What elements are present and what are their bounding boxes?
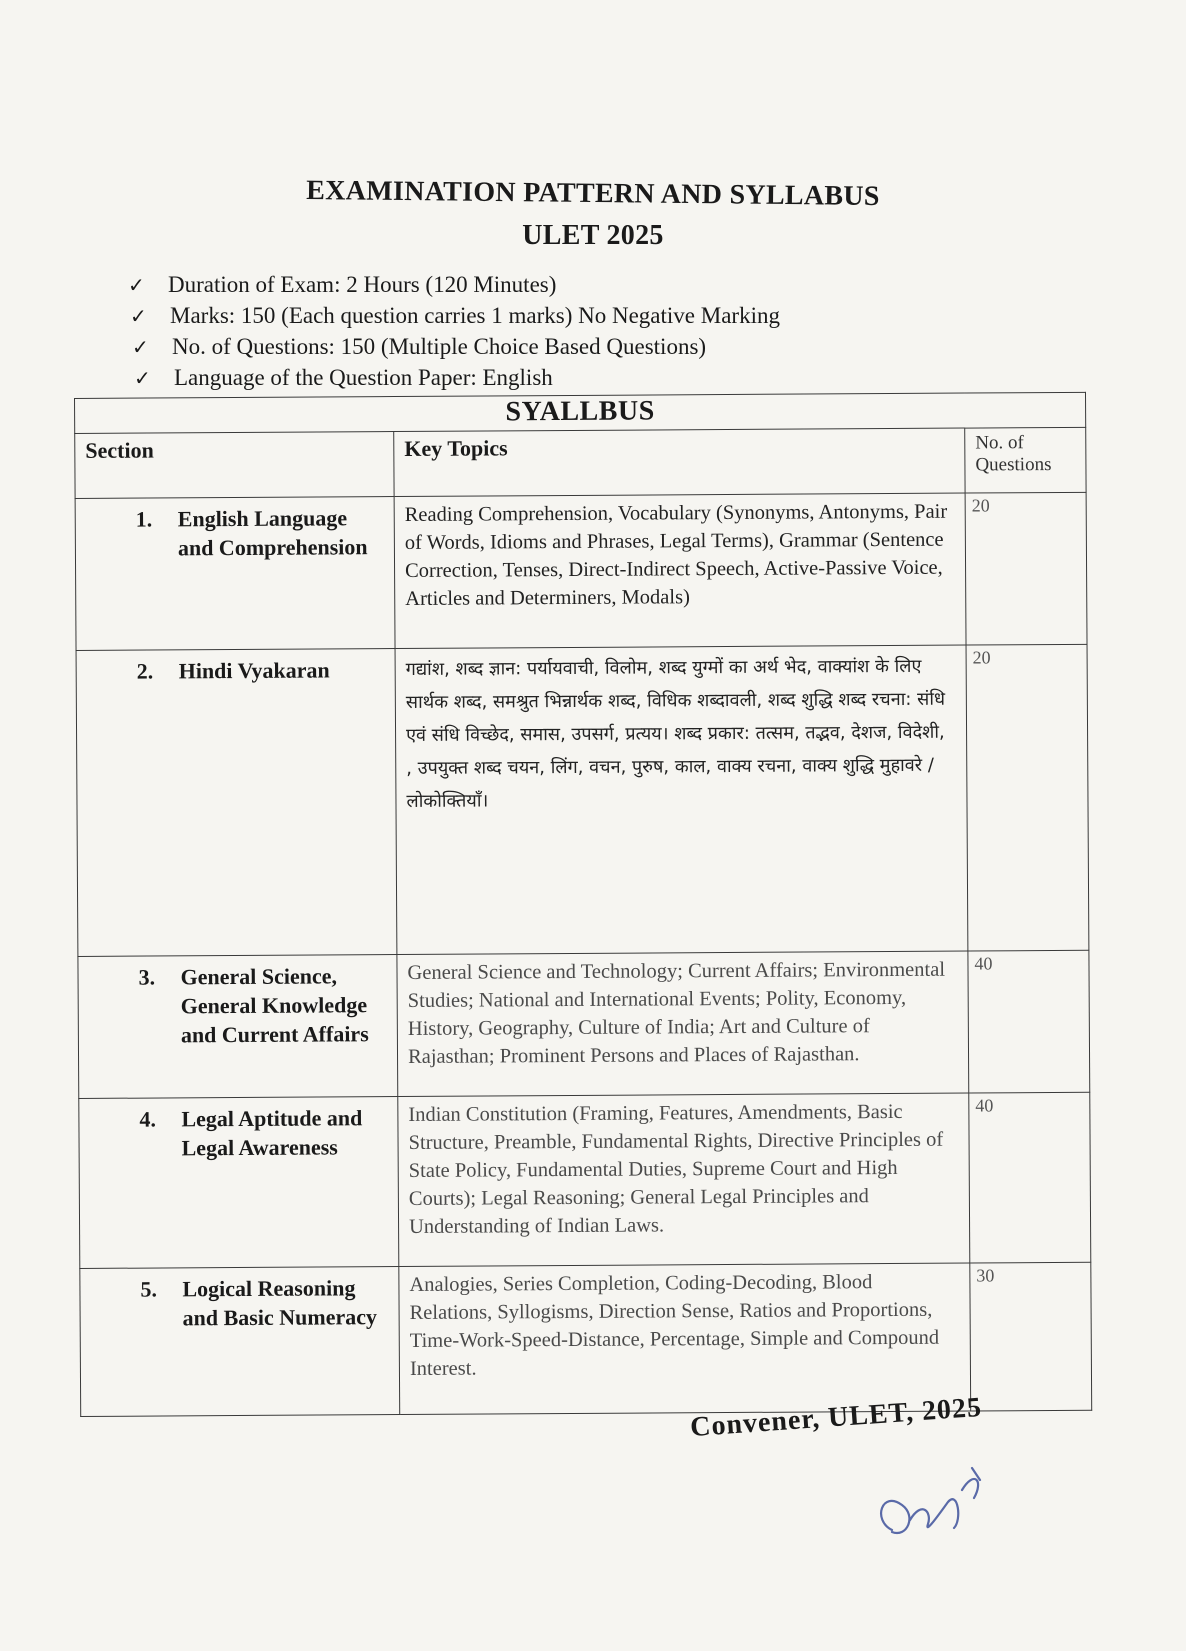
signature-icon xyxy=(862,1450,1012,1560)
questions-cell: 40 xyxy=(969,1092,1091,1263)
questions-cell: 30 xyxy=(970,1262,1092,1411)
topics-cell: Analogies, Series Completion, Coding-Decoding, Blood Relations, Syllogisms, Direction Sense, Ratios and Proportions, Time-Work-Speed-Distance, Percentage, Simple and Compound Interest. xyxy=(399,1263,971,1414)
topics-cell: General Science and Technology; Current Affairs; Environmental Studies; National and International Events; Polity, Economy, History, Geography, Culture of India; Art and Culture of Rajasthan; Prominent Persons and Places of Rajasthan. xyxy=(397,951,969,1096)
topics-cell: Reading Comprehension, Vocabulary (Synonyms, Antonyms, Pair of Words, Idioms and Phrases, Legal Terms), Grammar (Sentence Correction, Tenses, Direct-Indirect Speech, Active-Passive Voice, Articles and Determiners, Modals) xyxy=(394,493,966,648)
section-number: 3. xyxy=(138,964,156,990)
syllabus-table xyxy=(74,392,1092,1417)
checkmark-icon: ✓ xyxy=(130,304,147,328)
exam-detail-item xyxy=(128,272,1028,303)
section-name: Hindi Vyakaran xyxy=(178,657,330,684)
convener-label: Convener, ULET, 2025 xyxy=(689,1391,983,1444)
document-subtitle: ULET 2025 xyxy=(522,220,664,251)
exam-details-list xyxy=(128,272,1028,396)
table-row xyxy=(76,644,1089,956)
table-caption: SYALLBUS xyxy=(75,392,1086,433)
section-name: Logical Reasoning and Basic Numeracy xyxy=(182,1275,378,1331)
exam-detail-text: Language of the Question Paper: English xyxy=(174,365,553,390)
section-cell xyxy=(78,955,398,1099)
checkmark-icon: ✓ xyxy=(134,366,151,390)
section-number: 1. xyxy=(135,506,153,532)
section-number: 2. xyxy=(136,658,154,684)
questions-cell: 20 xyxy=(965,492,1087,645)
document-title: EXAMINATION PATTERN AND SYLLABUS xyxy=(306,174,880,213)
exam-detail-item xyxy=(130,303,1028,334)
exam-detail-item xyxy=(132,334,1028,365)
questions-cell: 20 xyxy=(966,644,1089,951)
section-cell xyxy=(76,649,397,957)
questions-cell: 40 xyxy=(968,950,1090,1093)
header-key-topics: Key Topics xyxy=(394,428,965,496)
section-number: 5. xyxy=(140,1276,158,1302)
section-cell xyxy=(75,497,395,651)
section-cell xyxy=(80,1267,400,1417)
section-name: General Science, General Knowledge and Current Affairs xyxy=(180,963,369,1048)
table-row xyxy=(78,950,1090,1098)
checkmark-icon: ✓ xyxy=(128,273,145,297)
checkmark-icon: ✓ xyxy=(132,335,149,359)
exam-detail-text: Duration of Exam: 2 Hours (120 Minutes) xyxy=(168,272,557,297)
topics-cell: गद्यांश, शब्द ज्ञान: पर्यायवाची, विलोम, शब्द युग्मों का अर्थ भेद, वाक्यांश के लिए सार्थक शब्द, समश्रुत भिन्नार्थक शब्द, विधिक शब्दावली, शब्द शुद्धि शब्द रचना: संधि एवं संधि विच्छेद, समास, उपसर्ग, प्रत्यय। शब्द प्रकार: तत्सम, तद्भव, देशज, विदेशी, , उपयुक्त शब्द चयन, लिंग, वचन, पुरुष, काल, वाक्य रचना, वाक्य शुद्धि मुहावरे / लोकोक्तियाँ। xyxy=(395,645,968,954)
table-row xyxy=(79,1092,1091,1268)
section-name: English Language and Comprehension xyxy=(177,505,368,561)
syllabus-table-wrapper xyxy=(74,395,1086,1488)
header-no-of-questions: No. of Questions xyxy=(965,427,1086,493)
exam-detail-item xyxy=(134,365,1028,396)
exam-detail-text: No. of Questions: 150 (Multiple Choice Based Questions) xyxy=(172,334,707,359)
exam-detail-text: Marks: 150 (Each question carries 1 marks) No Negative Marking xyxy=(170,303,780,328)
topics-cell: Indian Constitution (Framing, Features, Amendments, Basic Structure, Preamble, Fundamental Rights, Directive Principles of State Policy, Fundamental Duties, Supreme Court and High Courts); Legal Reasoning; General Legal Principles and Understanding of Indian Laws. xyxy=(398,1093,970,1266)
table-row xyxy=(80,1262,1092,1416)
header-section: Section xyxy=(75,432,394,499)
table-header-row xyxy=(75,427,1086,498)
section-cell xyxy=(79,1097,399,1269)
section-number: 4. xyxy=(139,1106,156,1132)
section-name: Legal Aptitude and Legal Awareness xyxy=(181,1105,363,1161)
table-row xyxy=(75,492,1087,650)
